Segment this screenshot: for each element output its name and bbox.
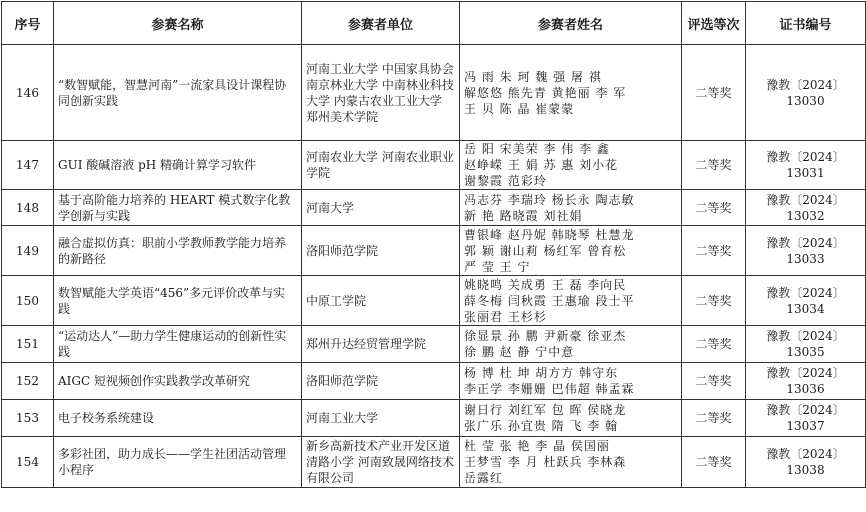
entry-unit-text: 洛阳师范学院 [306, 374, 379, 388]
entry-unit [302, 363, 460, 400]
header-no: 序号 [2, 2, 54, 45]
entry-title [54, 276, 302, 326]
entry-title-text: “运动达人”—助力学生健康运动的创新性实践 [58, 329, 287, 359]
entry-grade [682, 276, 746, 326]
entry-cert [746, 326, 866, 363]
entry-cert-text: 豫教〔2024〕13033 [766, 235, 845, 266]
entry-grade-text: 二等奖 [695, 374, 732, 388]
entry-names-text: 谢日行 刘红军 包 晖 侯晓龙 张广乐 孙宜贵 隋 飞 李 翰 [464, 403, 627, 433]
row-number [2, 326, 54, 363]
entry-title [54, 437, 302, 488]
entry-unit-text: 河南工业大学 [306, 411, 379, 425]
entry-unit-text: 洛阳师范学院 [306, 243, 379, 258]
entry-grade-text: 二等奖 [695, 337, 732, 351]
row-number [2, 190, 54, 226]
entry-title [54, 400, 302, 437]
entry-names [460, 326, 682, 363]
entry-unit [302, 400, 460, 437]
entry-names [460, 400, 682, 437]
row-number-text: 149 [16, 243, 39, 258]
header-row [2, 2, 866, 45]
entry-names [460, 45, 682, 141]
entry-names-text: 岳 阳 宋美荣 李 伟 李 鑫 赵峥嵘 王 娟 苏 惠 刘小花 谢黎霞 范彩玲 [464, 142, 619, 188]
entry-cert-text: 豫教〔2024〕13032 [766, 192, 845, 223]
entry-unit-text: 新乡高新技术产业开发区道清路小学 河南致晟网络技术有限公司 [306, 439, 454, 485]
header-unit: 参赛者单位 [302, 2, 460, 45]
header-cert: 证书编号 [746, 2, 866, 45]
entry-unit-text: 河南工业大学 中国家具协会 南京林业大学 中南林业科技大学 内蒙古农业工业大学 郑州美术学院 [306, 61, 454, 124]
entry-unit [302, 276, 460, 326]
header-names: 参赛者姓名 [460, 2, 682, 45]
entry-names-text: 曹银峰 赵丹妮 韩晓琴 杜慧龙 郭 颖 谢山莉 杨红军 曾育松 严 莹 王 宁 [464, 227, 635, 274]
entry-cert [746, 276, 866, 326]
entry-title [54, 363, 302, 400]
entry-cert [746, 400, 866, 437]
entry-grade [682, 326, 746, 363]
entry-title-text: GUI 酸碱溶液 pH 精确计算学习软件 [58, 158, 257, 172]
entry-names-text: 冯志芬 李瑞玲 杨长永 陶志敏 新 艳 路晓霞 刘社娟 [464, 192, 635, 223]
entry-title-text: 电子校务系统建设 [58, 411, 155, 425]
entry-unit-text: 中原工学院 [306, 293, 367, 308]
entry-names-text: 杜 莹 张 艳 李 晶 侯国丽 王梦雪 李 月 杜跃兵 李林森 岳露红 [464, 439, 627, 485]
row-number [2, 226, 54, 276]
entry-unit [302, 190, 460, 226]
entry-names-text: 杨 博 杜 坤 胡方方 韩守东 李正学 李姗姗 巴伟超 韩孟霖 [464, 366, 635, 396]
entry-grade-text: 二等奖 [695, 85, 732, 100]
entry-title-text: 融合虚拟仿真：职前小学教师教学能力培养的新路径 [58, 235, 287, 266]
row-number-text: 153 [16, 411, 39, 425]
entry-cert-text: 豫教〔2024〕13034 [766, 285, 845, 316]
row-number [2, 400, 54, 437]
entry-unit-text: 河南大学 [306, 200, 355, 215]
entry-title [54, 45, 302, 141]
entry-cert-text: 豫教〔2024〕13037 [766, 403, 845, 433]
table-row [2, 141, 866, 190]
entry-cert [746, 190, 866, 226]
entry-cert [746, 45, 866, 141]
table-row [2, 45, 866, 141]
table-row [2, 190, 866, 226]
award-table [1, 1, 866, 488]
row-number-text: 151 [16, 337, 39, 351]
entry-title-text: AIGC 短视频创作实践教学改革研究 [58, 374, 250, 388]
entry-title [54, 190, 302, 226]
entry-unit-text: 河南农业大学 河南农业职业学院 [306, 150, 454, 180]
entry-unit [302, 326, 460, 363]
entry-names [460, 437, 682, 488]
row-number [2, 45, 54, 141]
entry-names [460, 363, 682, 400]
entry-title [54, 326, 302, 363]
entry-grade [682, 363, 746, 400]
entry-grade [682, 141, 746, 190]
entry-unit [302, 437, 460, 488]
entry-unit [302, 226, 460, 276]
table-row [2, 363, 866, 400]
row-number [2, 276, 54, 326]
entry-unit [302, 141, 460, 190]
row-number-text: 148 [16, 200, 39, 215]
table-row [2, 226, 866, 276]
entry-title [54, 226, 302, 276]
entry-names [460, 190, 682, 226]
entry-names [460, 141, 682, 190]
row-number [2, 141, 54, 190]
entry-grade-text: 二等奖 [695, 243, 732, 258]
table-row [2, 276, 866, 326]
entry-cert [746, 226, 866, 276]
entry-grade-text: 二等奖 [695, 411, 732, 425]
row-number [2, 437, 54, 488]
row-number-text: 152 [16, 374, 39, 388]
entry-grade-text: 二等奖 [695, 200, 732, 215]
entry-cert [746, 437, 866, 488]
entry-grade [682, 226, 746, 276]
entry-cert [746, 363, 866, 400]
row-number-text: 150 [16, 293, 39, 308]
entry-grade [682, 437, 746, 488]
entry-title-text: 基于高阶能力培养的 HEART 模式数字化教学创新与实践 [58, 192, 291, 223]
entry-cert-text: 豫教〔2024〕13035 [766, 329, 845, 359]
table-row [2, 326, 866, 363]
entry-names-text: 姚晓鸣 关成勇 王 磊 李向民 薛冬梅 闫秋霞 王惠瑜 段士平 张丽君 王杉杉 [464, 277, 635, 324]
entry-names-text: 徐显景 孙 鹏 尹新豪 徐亚杰 徐 鹏 赵 静 宁中意 [464, 329, 627, 359]
entry-unit-text: 郑州升达经贸管理学院 [306, 337, 427, 351]
entry-unit [302, 45, 460, 141]
entry-grade [682, 400, 746, 437]
entry-cert-text: 豫教〔2024〕13030 [766, 77, 845, 108]
entry-names [460, 276, 682, 326]
entry-grade [682, 190, 746, 226]
entry-names-text: 冯 雨 朱 珂 魏 强 屠 祺 解悠悠 熊先青 黄艳丽 李 军 王 贝 陈 晶 崔蒙蒙 [464, 69, 627, 116]
row-number-text: 147 [16, 158, 39, 172]
entry-grade-text: 二等奖 [695, 455, 732, 469]
entry-title-text: “数智赋能，智慧河南”一流家具设计课程协同创新实践 [58, 77, 287, 108]
header-title: 参赛名称 [54, 2, 302, 45]
entry-grade [682, 45, 746, 141]
row-number-text: 154 [16, 455, 39, 469]
entry-cert [746, 141, 866, 190]
row-number-text: 146 [16, 85, 39, 100]
entry-grade-text: 二等奖 [695, 293, 732, 308]
table-row [2, 437, 866, 488]
entry-names [460, 226, 682, 276]
entry-grade-text: 二等奖 [695, 158, 732, 172]
entry-cert-text: 豫教〔2024〕13036 [766, 366, 845, 396]
entry-cert-text: 豫教〔2024〕13031 [766, 150, 845, 180]
entry-title-text: 数智赋能大学英语“456”多元评价改革与实践 [58, 285, 286, 316]
row-number [2, 363, 54, 400]
table-row [2, 400, 866, 437]
entry-cert-text: 豫教〔2024〕13038 [766, 447, 845, 477]
entry-title [54, 141, 302, 190]
entry-title-text: 多彩社团，助力成长——学生社团活动管理小程序 [58, 447, 287, 477]
header-grade: 评选等次 [682, 2, 746, 45]
